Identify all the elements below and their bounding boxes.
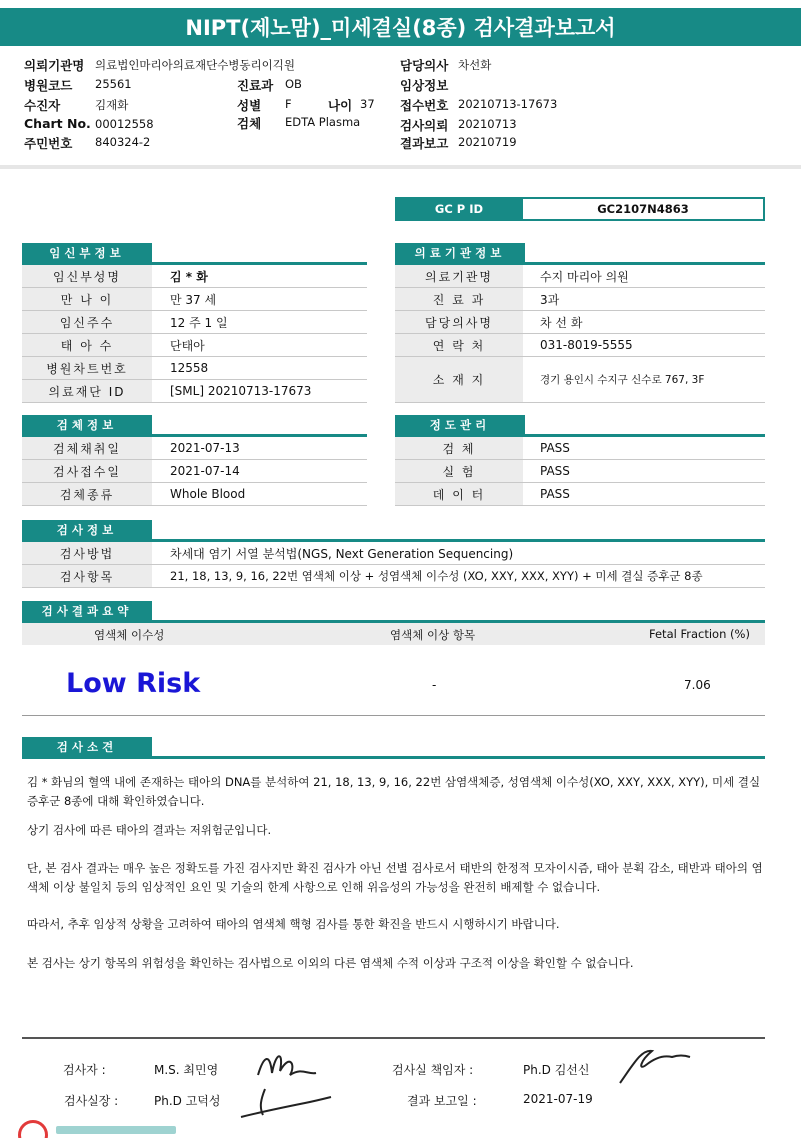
row-label: 담당의사명 xyxy=(395,311,523,333)
summary-divider xyxy=(22,715,765,716)
row-label: 검사항목 xyxy=(22,565,152,587)
row-value: PASS xyxy=(540,487,570,501)
specimen-label: 검체 xyxy=(237,116,262,131)
request-label: 검사의뢰 xyxy=(400,118,449,133)
row-label: 임신주수 xyxy=(22,311,152,333)
table-row xyxy=(22,357,367,380)
institution-value: 의료법인마리아의료재단수병동리이긱원 xyxy=(95,58,295,72)
report-date-sig-label: 결과 보고일 : xyxy=(407,1094,477,1108)
table-row xyxy=(22,437,367,460)
row-label: 만 나 이 xyxy=(22,288,152,310)
director-signature-icon xyxy=(235,1085,335,1125)
lab-head-value: Ph.D 김선신 xyxy=(523,1063,590,1077)
row-value: 차세대 염기 서열 분석법(NGS, Next Generation Sequencing) xyxy=(170,546,514,561)
age-value: 37 xyxy=(360,97,375,111)
logo-icon xyxy=(18,1120,48,1138)
report-title: NIPT(제노맘)_미세결실(8종) 검사결과보고서 xyxy=(0,8,801,46)
row-value: 2021-07-13 xyxy=(170,441,240,455)
sex-label: 성별 xyxy=(237,98,262,113)
finding-paragraph-1: 김 * 화님의 혈액 내에 존재하는 태아의 DNA를 분석하여 21, 18, 13, 9, 16, 22번 삼염색체증, 성염색체 이수성(XO, XXY, XXX, XYY), 미세 결실 증후군 8종에 대해 확인하였습니다. xyxy=(27,775,761,808)
finding-paragraph-2: 상기 검사에 따른 태아의 결과는 저위험군입니다. xyxy=(27,823,272,837)
qc-tab: 정도관리 xyxy=(395,415,525,435)
hospital-code-label: 병원코드 xyxy=(24,78,73,93)
row-value: 만 37 세 xyxy=(170,292,217,307)
table-row xyxy=(22,542,765,565)
finding-paragraph-3: 단, 본 검사 결과는 매우 높은 정확도를 가진 검사지만 확진 검사가 아닌 선별 검사로서 태반의 한정적 모자이시즘, 태아 분획 감소, 태반과 태아의 염색체 이상 불일치 등의 임상적인 요인 및 기술의 한계 사항으로 인해 위음성의 가능성을 완전히 배제할 수 없습니다. xyxy=(27,861,763,894)
row-label: 병원차트번호 xyxy=(22,357,152,379)
row-label: 소 재 지 xyxy=(395,357,523,402)
findings-line xyxy=(22,756,765,759)
patient-value: 김재화 xyxy=(95,98,129,112)
institution-label: 의뢰기관명 xyxy=(24,58,85,73)
table-row xyxy=(395,483,765,506)
findings-tab: 검사소견 xyxy=(22,737,152,757)
table-row xyxy=(395,311,765,334)
logo-text-icon xyxy=(56,1126,176,1134)
finding-paragraph-5: 본 검사는 상기 항목의 위험성을 확인하는 검사법으로 이외의 다른 염색체 수적 이상과 구조적 이상을 확인할 수 없습니다. xyxy=(27,956,634,970)
row-label: 데 이 터 xyxy=(395,483,523,505)
row-label: 태 아 수 xyxy=(22,334,152,356)
patient-label: 수진자 xyxy=(24,98,61,113)
table-row xyxy=(22,334,367,357)
table-row xyxy=(22,565,765,588)
doctor-label: 담당의사 xyxy=(400,58,449,73)
receipt-value: 20210713-17673 xyxy=(458,97,558,111)
row-label: 검 체 xyxy=(395,437,523,459)
row-value: 3과 xyxy=(540,292,560,307)
dept-label: 진료과 xyxy=(237,78,274,93)
row-label: 검체채취일 xyxy=(22,437,152,459)
row-label: 임신부성명 xyxy=(22,265,152,287)
table-row xyxy=(22,265,367,288)
rrn-value: 840324-2 xyxy=(95,135,151,149)
col-aneuploidy: 염색체 이수성 xyxy=(94,628,165,642)
row-label: 실 험 xyxy=(395,460,523,482)
tester-label: 검사자 : xyxy=(63,1063,106,1077)
row-value: Whole Blood xyxy=(170,487,246,501)
signature-divider xyxy=(22,1037,765,1039)
lab-head-signature-icon xyxy=(612,1043,692,1088)
table-row xyxy=(395,265,765,288)
row-value: 경기 용인시 수지구 신수로 767, 3F xyxy=(540,374,705,386)
row-value: 2021-07-14 xyxy=(170,464,240,478)
doctor-value: 차선화 xyxy=(458,58,492,72)
report-date-value: 20210719 xyxy=(458,135,517,149)
row-label: 연 락 처 xyxy=(395,334,523,356)
report-header xyxy=(0,52,801,164)
clinical-label: 임상정보 xyxy=(400,78,449,93)
row-label: 진 료 과 xyxy=(395,288,523,310)
table-row xyxy=(22,311,367,334)
table-row xyxy=(395,334,765,357)
row-label: 검체종류 xyxy=(22,483,152,505)
row-value: PASS xyxy=(540,464,570,478)
specimen-info-tab: 검체정보 xyxy=(22,415,152,435)
sex-value: F xyxy=(285,97,292,111)
receipt-label: 접수번호 xyxy=(400,98,449,113)
finding-paragraph-4: 따라서, 추후 임상적 상황을 고려하여 태아의 염색체 핵형 검사를 통한 확진을 반드시 시행하시기 바랍니다. xyxy=(27,917,560,931)
table-row xyxy=(22,483,367,506)
row-value: 21, 18, 13, 9, 16, 22번 염색체 이상 + 성염색체 이수성 (XO, XXY, XXX, XYY) + 미세 결실 증후군 8종 xyxy=(170,569,703,583)
row-value: 김 * 화 xyxy=(170,269,208,284)
summary-column-header xyxy=(22,623,765,645)
table-row xyxy=(22,380,367,403)
col-abnormal-items: 염색체 이상 항목 xyxy=(390,628,476,642)
report-date-label: 결과보고 xyxy=(400,136,449,151)
gcp-id-label: GC P ID xyxy=(395,197,523,221)
tester-value: M.S. 최민영 xyxy=(154,1063,219,1077)
row-label: 검사접수일 xyxy=(22,460,152,482)
specimen-value: EDTA Plasma xyxy=(285,115,361,129)
table-row xyxy=(395,460,765,483)
request-value: 20210713 xyxy=(458,117,517,131)
director-value: Ph.D 고덕성 xyxy=(154,1094,221,1108)
hospital-code-value: 25561 xyxy=(95,77,132,91)
row-label: 의료기관명 xyxy=(395,265,523,287)
row-label: 의료재단 ID xyxy=(22,380,152,402)
table-row xyxy=(22,288,367,311)
chart-no-label: Chart No. xyxy=(24,116,91,131)
row-value: 031-8019-5555 xyxy=(540,338,633,352)
report-date-sig-value: 2021-07-19 xyxy=(523,1092,593,1106)
director-label: 검사실장 : xyxy=(64,1094,119,1108)
row-value: [SML] 20210713-17673 xyxy=(170,384,312,398)
lab-head-label: 검사실 책임자 : xyxy=(392,1063,474,1077)
risk-result: Low Risk xyxy=(66,668,201,699)
row-value: 수지 마리아 의원 xyxy=(540,269,629,284)
table-row xyxy=(395,437,765,460)
table-row xyxy=(395,288,765,311)
rrn-label: 주민번호 xyxy=(24,136,73,151)
row-label: 검사방법 xyxy=(22,542,152,564)
abnormal-items-value: - xyxy=(432,678,437,692)
dept-value: OB xyxy=(285,77,302,91)
table-row xyxy=(22,460,367,483)
chart-no-value: 00012558 xyxy=(95,117,154,131)
test-info-tab: 검사정보 xyxy=(22,520,152,540)
institution-info-tab: 의료기관정보 xyxy=(395,243,525,263)
fetal-fraction-value: 7.06 xyxy=(684,678,711,692)
table-row xyxy=(395,357,765,403)
summary-tab: 검사결과요약 xyxy=(22,601,152,621)
row-value: 차 선 화 xyxy=(540,315,583,330)
row-value: 단태아 xyxy=(170,338,205,353)
row-value: 12 주 1 일 xyxy=(170,315,228,330)
col-fetal-fraction: Fetal Fraction (%) xyxy=(649,627,750,641)
age-label: 나이 xyxy=(328,98,353,113)
gcp-id-value: GC2107N4863 xyxy=(523,197,765,221)
row-value: PASS xyxy=(540,441,570,455)
row-value: 12558 xyxy=(170,361,209,375)
tester-signature-icon xyxy=(250,1045,320,1085)
pregnant-info-tab: 임신부정보 xyxy=(22,243,152,263)
header-divider xyxy=(0,165,801,169)
